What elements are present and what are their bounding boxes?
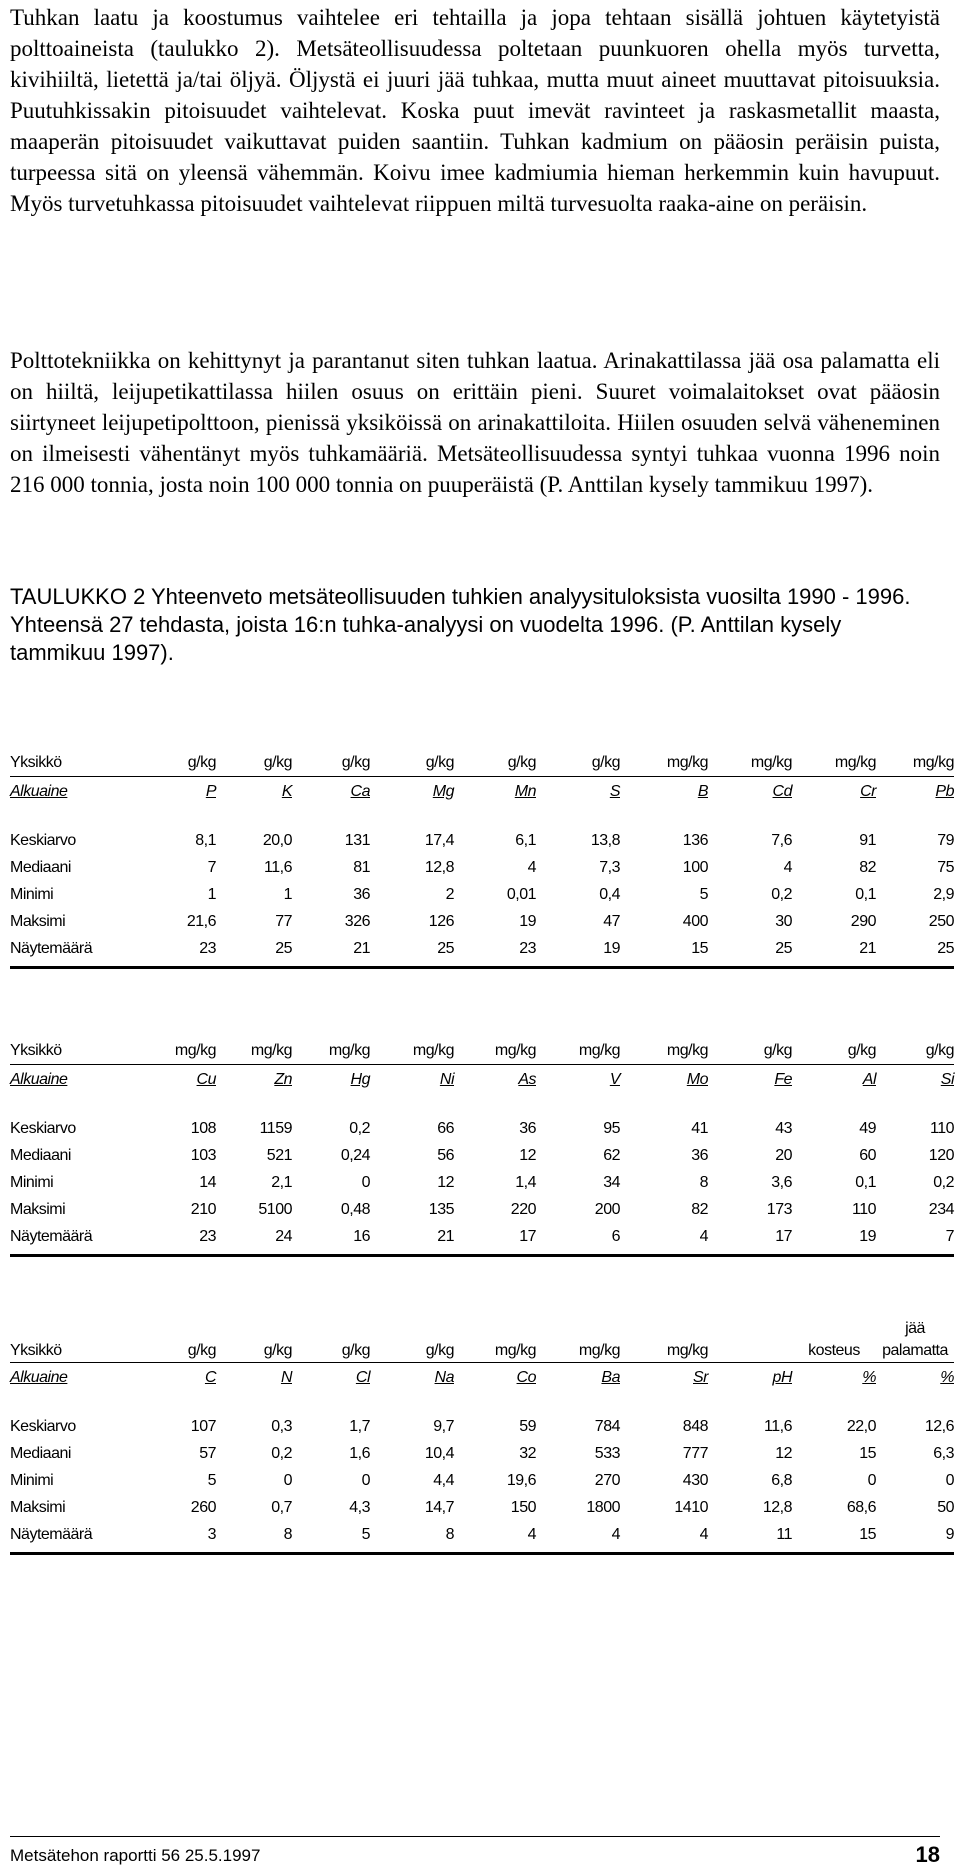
value-cell: 75: [937, 859, 954, 876]
value-cell: 22,0: [846, 1418, 876, 1435]
value-cell: 200: [594, 1201, 620, 1218]
value-cell: 0: [361, 1472, 370, 1489]
value-cell: 120: [928, 1147, 954, 1164]
unit-cell: mg/kg: [216, 1036, 292, 1065]
value-cell: 5: [292, 1521, 370, 1554]
value-cell: 20: [775, 1147, 792, 1164]
value-cell: 0,1: [855, 1174, 876, 1191]
unit-cell: kosteus: [792, 1316, 876, 1363]
element-cell: Ni: [439, 1070, 454, 1088]
value-cell: 6,8: [771, 1472, 792, 1489]
element-row: [10, 1363, 954, 1392]
element-label: Alkuaine: [10, 1070, 68, 1088]
value-cell: 0: [283, 1472, 292, 1489]
element-label: Alkuaine: [10, 1368, 68, 1386]
value-cell: 41: [691, 1120, 708, 1137]
value-cell: 0,2: [771, 886, 792, 903]
value-cell: 12,6: [924, 1418, 954, 1435]
footer-report-info: Metsätehon raportti 56 25.5.1997: [10, 1846, 261, 1865]
value-cell: 1,6: [349, 1445, 370, 1462]
value-cell: 60: [859, 1147, 876, 1164]
value-cell: 15: [620, 935, 708, 968]
value-cell: 250: [928, 913, 954, 930]
unit-cell: mg/kg: [454, 1036, 536, 1065]
value-cell: 21: [370, 1223, 454, 1256]
value-cell: 25: [216, 935, 292, 968]
value-cell: 59: [519, 1418, 536, 1435]
value-cell: 0,1: [855, 886, 876, 903]
value-cell: 4: [527, 859, 536, 876]
value-cell: 533: [594, 1445, 620, 1462]
value-cell: 47: [603, 913, 620, 930]
analysis-table-2: [10, 1036, 954, 1257]
value-cell: 12: [519, 1147, 536, 1164]
value-cell: 17: [454, 1223, 536, 1256]
value-cell: 0,3: [271, 1418, 292, 1435]
table-row: [10, 1494, 954, 1521]
element-cell: Mo: [686, 1070, 708, 1088]
value-cell: 11: [708, 1521, 792, 1554]
table-row: [10, 1223, 954, 1256]
value-cell: 0,2: [271, 1445, 292, 1462]
table-row: [10, 1413, 954, 1440]
value-cell: 8: [216, 1521, 292, 1554]
value-cell: 82: [859, 859, 876, 876]
value-cell: 30: [775, 913, 792, 930]
value-cell: 50: [937, 1499, 954, 1516]
value-cell: 220: [510, 1201, 536, 1218]
value-cell: 1: [207, 886, 216, 903]
unit-cell: g/kg: [454, 748, 536, 777]
value-cell: 521: [266, 1147, 292, 1164]
unit-cell: mg/kg: [134, 1036, 216, 1065]
unit-cell: mg/kg: [454, 1316, 536, 1363]
element-cell: pH: [772, 1368, 792, 1386]
row-label: Maksimi: [10, 1499, 66, 1516]
unit-cell: mg/kg: [620, 1316, 708, 1363]
unit-cell: g/kg: [292, 1316, 370, 1363]
value-cell: 12: [775, 1445, 792, 1462]
element-cell: Sr: [693, 1368, 708, 1386]
value-cell: 66: [437, 1120, 454, 1137]
element-row: [10, 1065, 954, 1094]
row-label: Näytemäärä: [10, 1223, 134, 1256]
element-cell: Mg: [432, 782, 454, 800]
value-cell: 23: [134, 935, 216, 968]
element-cell: %: [862, 1368, 876, 1386]
table-row: [10, 1521, 954, 1554]
element-cell: P: [205, 782, 216, 800]
value-cell: 3: [134, 1521, 216, 1554]
value-cell: 100: [682, 859, 708, 876]
element-cell: Ba: [601, 1368, 620, 1386]
element-cell: Si: [940, 1070, 954, 1088]
table-row: [10, 1467, 954, 1494]
analysis-table-1: [10, 748, 954, 969]
unit-cell: jää palamatta: [876, 1316, 954, 1363]
value-cell: 14: [199, 1174, 216, 1191]
value-cell: 13,8: [590, 832, 620, 849]
value-cell: 21: [292, 935, 370, 968]
row-label: Keskiarvo: [10, 832, 76, 849]
element-cell: Cu: [196, 1070, 216, 1088]
value-cell: 11,6: [764, 1418, 792, 1435]
value-cell: 0,2: [933, 1174, 954, 1191]
value-cell: 1159: [259, 1120, 292, 1137]
value-cell: 0,48: [340, 1201, 370, 1218]
value-cell: 12,8: [762, 1499, 792, 1516]
row-label: Minimi: [10, 1472, 54, 1489]
value-cell: 0: [361, 1174, 370, 1191]
value-cell: 7,6: [771, 832, 792, 849]
value-cell: 36: [353, 886, 370, 903]
element-cell: Pb: [935, 782, 954, 800]
value-cell: 777: [682, 1445, 708, 1462]
unit-cell: mg/kg: [292, 1036, 370, 1065]
element-cell: Hg: [350, 1070, 370, 1088]
value-cell: 56: [437, 1147, 454, 1164]
value-cell: 17,4: [424, 832, 454, 849]
value-cell: 19: [519, 913, 536, 930]
value-cell: 57: [199, 1445, 216, 1462]
element-cell: C: [204, 1368, 216, 1386]
value-cell: 79: [937, 832, 954, 849]
unit-label: Yksikkö: [10, 1316, 134, 1363]
value-cell: 23: [134, 1223, 216, 1256]
value-cell: 91: [859, 832, 876, 849]
value-cell: 110: [929, 1120, 954, 1137]
value-cell: 14,7: [424, 1499, 454, 1516]
value-cell: 2: [445, 886, 454, 903]
element-label: Alkuaine: [10, 782, 68, 800]
element-cell: V: [609, 1070, 620, 1088]
value-cell: 82: [691, 1201, 708, 1218]
value-cell: 848: [682, 1418, 708, 1435]
value-cell: 0,01: [506, 886, 536, 903]
value-cell: 10,4: [424, 1445, 454, 1462]
unit-cell: mg/kg: [708, 748, 792, 777]
element-cell: S: [609, 782, 620, 800]
value-cell: 4,3: [349, 1499, 370, 1516]
value-cell: 25: [370, 935, 454, 968]
element-cell: Cd: [772, 782, 792, 800]
element-cell: %: [940, 1368, 954, 1386]
unit-label: Yksikkö: [10, 748, 134, 777]
row-label: Mediaani: [10, 859, 71, 876]
value-cell: 290: [850, 913, 876, 930]
value-cell: 430: [682, 1472, 708, 1489]
value-cell: 6,3: [933, 1445, 954, 1462]
unit-cell: g/kg: [876, 1036, 954, 1065]
element-cell: Cl: [355, 1368, 370, 1386]
row-label: Mediaani: [10, 1445, 71, 1462]
value-cell: 15: [859, 1445, 876, 1462]
value-cell: 0,4: [599, 886, 620, 903]
unit-cell: g/kg: [134, 748, 216, 777]
unit-cell: mg/kg: [620, 1036, 708, 1065]
value-cell: 103: [190, 1147, 216, 1164]
value-cell: 270: [594, 1472, 620, 1489]
value-cell: 24: [216, 1223, 292, 1256]
value-cell: 49: [859, 1120, 876, 1137]
value-cell: 19: [536, 935, 620, 968]
unit-row: [10, 1316, 954, 1363]
table-row: [10, 827, 954, 854]
value-cell: 210: [190, 1201, 216, 1218]
unit-cell: mg/kg: [536, 1036, 620, 1065]
element-cell: Co: [516, 1368, 536, 1386]
value-cell: 234: [928, 1201, 954, 1218]
table-row: [10, 1196, 954, 1223]
value-cell: 9,7: [433, 1418, 454, 1435]
table-caption: TAULUKKO 2 Yhteenveto metsäteollisuuden tuhkien analyysituloksista vuosilta 1990 - 1996. Yhteensä 27 tehdasta, joista 16:n tuhka-analyysi on vuodelta 1996. (P. Anttilan kysely tammikuu 1997).: [10, 584, 911, 665]
value-cell: 4,4: [433, 1472, 454, 1489]
value-cell: 23: [454, 935, 536, 968]
element-cell: K: [281, 782, 292, 800]
unit-cell: mg/kg: [792, 748, 876, 777]
value-cell: 0: [867, 1472, 876, 1489]
value-cell: 32: [519, 1445, 536, 1462]
value-cell: 43: [775, 1120, 792, 1137]
value-cell: 326: [344, 913, 370, 930]
unit-cell: mg/kg: [876, 748, 954, 777]
row-label: Maksimi: [10, 1201, 66, 1218]
unit-cell: g/kg: [216, 1316, 292, 1363]
table-row: [10, 1142, 954, 1169]
value-cell: 108: [190, 1120, 216, 1137]
element-cell: Cr: [860, 782, 876, 800]
value-cell: 9: [876, 1521, 954, 1554]
value-cell: 5100: [258, 1201, 292, 1218]
value-cell: 126: [428, 913, 454, 930]
value-cell: 0,24: [340, 1147, 370, 1164]
row-label: Keskiarvo: [10, 1418, 76, 1435]
element-cell: As: [518, 1070, 536, 1088]
element-row: [10, 777, 954, 806]
unit-cell: g/kg: [134, 1316, 216, 1363]
value-cell: 0,2: [349, 1120, 370, 1137]
table-row: [10, 854, 954, 881]
element-cell: Ca: [350, 782, 370, 800]
row-label: Maksimi: [10, 913, 66, 930]
value-cell: 95: [603, 1120, 620, 1137]
table-row: [10, 881, 954, 908]
page-number: 18: [915, 1842, 940, 1867]
unit-cell: g/kg: [708, 1036, 792, 1065]
value-cell: 25: [708, 935, 792, 968]
value-cell: 8: [370, 1521, 454, 1554]
table-row: [10, 1169, 954, 1196]
value-cell: 62: [603, 1147, 620, 1164]
element-cell: Na: [434, 1368, 454, 1386]
row-label: Mediaani: [10, 1147, 71, 1164]
value-cell: 5: [699, 886, 708, 903]
unit-cell: [708, 1316, 792, 1363]
value-cell: 19,6: [506, 1472, 536, 1489]
value-cell: 1410: [674, 1499, 708, 1516]
unit-cell: mg/kg: [620, 748, 708, 777]
value-cell: 5: [207, 1472, 216, 1489]
unit-cell: g/kg: [216, 748, 292, 777]
value-cell: 6,1: [515, 832, 536, 849]
value-cell: 784: [594, 1418, 620, 1435]
value-cell: 0,7: [271, 1499, 292, 1516]
value-cell: 77: [275, 913, 292, 930]
value-cell: 81: [353, 859, 370, 876]
value-cell: 6: [536, 1223, 620, 1256]
table-row: [10, 908, 954, 935]
analysis-table-3: [10, 1316, 954, 1555]
value-cell: 1: [283, 886, 292, 903]
unit-label: Yksikkö: [10, 1036, 134, 1065]
value-cell: 36: [691, 1147, 708, 1164]
value-cell: 7: [207, 859, 216, 876]
table-row: [10, 1115, 954, 1142]
value-cell: 1,7: [349, 1418, 370, 1435]
unit-cell: mg/kg: [370, 1036, 454, 1065]
value-cell: 2,9: [933, 886, 954, 903]
unit-cell: mg/kg: [536, 1316, 620, 1363]
row-label: Näytemäärä: [10, 935, 134, 968]
value-cell: 21: [792, 935, 876, 968]
value-cell: 25: [876, 935, 954, 968]
value-cell: 3,6: [771, 1174, 792, 1191]
value-cell: 20,0: [262, 832, 292, 849]
value-cell: 4: [620, 1521, 708, 1554]
value-cell: 11,6: [264, 859, 292, 876]
value-cell: 0: [945, 1472, 954, 1489]
value-cell: 4: [783, 859, 792, 876]
value-cell: 15: [792, 1521, 876, 1554]
unit-cell: g/kg: [536, 748, 620, 777]
row-label: Keskiarvo: [10, 1120, 76, 1137]
value-cell: 7,3: [599, 859, 620, 876]
value-cell: 135: [428, 1201, 454, 1218]
element-cell: Al: [862, 1070, 876, 1088]
value-cell: 12: [437, 1174, 454, 1191]
value-cell: 19: [792, 1223, 876, 1256]
value-cell: 7: [876, 1223, 954, 1256]
value-cell: 136: [682, 832, 708, 849]
element-cell: N: [280, 1368, 292, 1386]
value-cell: 173: [766, 1201, 792, 1218]
unit-row: [10, 1036, 954, 1065]
body-paragraph-2: Polttotekniikka on kehittynyt ja parantanut siten tuhkan laatua. Arinakattilassa jää osa palamatta eli on hiiltä, leijupetikattilassa hiilen osuus on erittäin pieni. Suuret voimalaitokset ovat pääosin siirtyneet leijupetipolttoon, pienissä yksiköissä on arinakattiloita. Hiilen osuuden selvä väheneminen on ilmeisesti vähentänyt myös tuhkamääriä. Metsäteollisuudessa syntyi tuhkaa vuonna 1996 noin 216 000 tonnia, josta noin 100 000 tonnia on puuperäistä (P. Anttilan kysely tammikuu 1997).: [10, 348, 940, 497]
value-cell: 8: [699, 1174, 708, 1191]
value-cell: 68,6: [846, 1499, 876, 1516]
value-cell: 131: [344, 832, 370, 849]
value-cell: 16: [292, 1223, 370, 1256]
value-cell: 260: [190, 1499, 216, 1516]
value-cell: 107: [190, 1418, 216, 1435]
value-cell: 8,1: [195, 832, 216, 849]
row-label: Minimi: [10, 1174, 54, 1191]
table-row: [10, 1440, 954, 1467]
unit-row: [10, 748, 954, 777]
value-cell: 110: [851, 1201, 876, 1218]
row-label: Minimi: [10, 886, 54, 903]
value-cell: 12,8: [424, 859, 454, 876]
unit-cell: g/kg: [792, 1036, 876, 1065]
element-cell: Fe: [774, 1070, 792, 1088]
page-footer: [10, 1836, 940, 1869]
unit-cell: g/kg: [370, 748, 454, 777]
value-cell: 34: [603, 1174, 620, 1191]
value-cell: 150: [510, 1499, 536, 1516]
value-cell: 4: [620, 1223, 708, 1256]
body-paragraph-1: Tuhkan laatu ja koostumus vaihtelee eri tehtailla ja jopa tehtaan sisällä johtuen käytetyistä polttoaineista (taulukko 2). Metsäteollisuudessa poltetaan puunkuoren ohella myös turvetta, kivihiiltä, lietettä ja/tai öljyä. Öljystä ei juuri jää tuhkaa, mutta muut aineet muuttavat pitoisuuksia. Puutuhkissakin pitoisuudet vaihtelevat. Koska puut imevät ravinteet ja raskasmetallit maasta, maaperän pitoisuudet vaikuttavat puiden saantiin. Tuhkan kadmium on pääosin peräisin puista, turpeessa sitä on yleensä vähemmän. Koivu imee kadmiumia hieman herkemmin kuin havupuut. Myös turvetuhkassa pitoisuudet vaihtelevat riippuen miltä turvesuolta raaka-aine on peräisin.: [10, 5, 940, 216]
element-cell: Zn: [274, 1070, 292, 1088]
value-cell: 1800: [586, 1499, 620, 1516]
element-cell: B: [697, 782, 708, 800]
value-cell: 4: [454, 1521, 536, 1554]
value-cell: 36: [519, 1120, 536, 1137]
unit-cell: g/kg: [370, 1316, 454, 1363]
row-label: Näytemäärä: [10, 1521, 134, 1554]
table-row: [10, 935, 954, 968]
value-cell: 4: [536, 1521, 620, 1554]
value-cell: 17: [708, 1223, 792, 1256]
value-cell: 2,1: [271, 1174, 292, 1191]
element-cell: Mn: [514, 782, 536, 800]
value-cell: 400: [682, 913, 708, 930]
value-cell: 21,6: [186, 913, 216, 930]
value-cell: 1,4: [515, 1174, 536, 1191]
unit-cell: g/kg: [292, 748, 370, 777]
